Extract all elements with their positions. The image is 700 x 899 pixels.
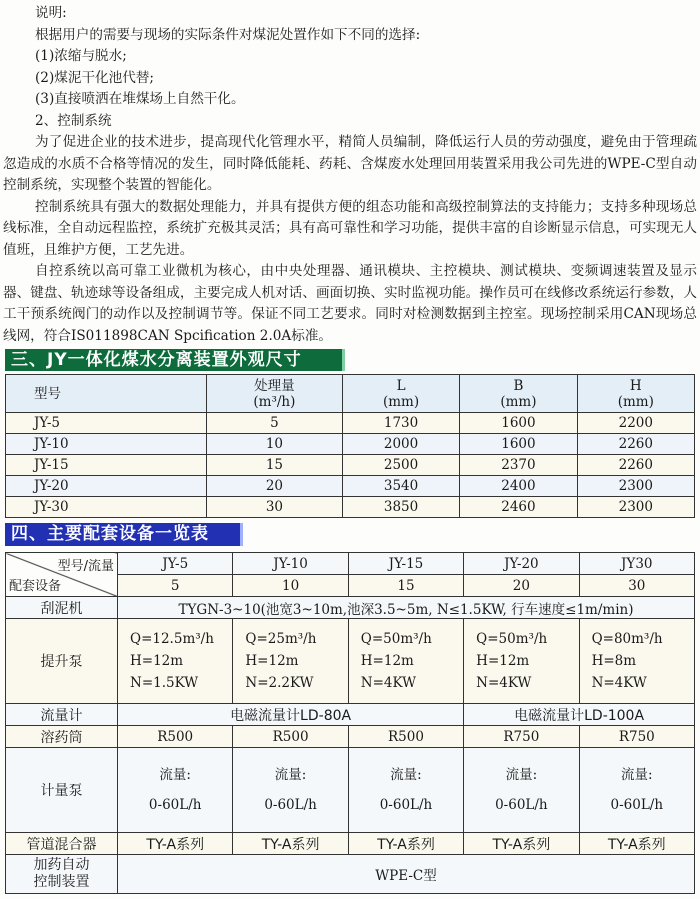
pump-spec: Q=50m³/h <box>476 631 548 647</box>
table-cell: 3540 <box>342 476 459 497</box>
section-heading: 2、控制系统 <box>35 112 112 129</box>
dosing-label-2: 控制装置 <box>33 874 90 890</box>
table-cell: 20 <box>206 476 342 497</box>
header-unit: (m³/h) <box>253 393 296 410</box>
pump-spec: Q=12.5m³/h <box>130 631 214 647</box>
table-cell: 1730 <box>342 413 459 434</box>
metering-cell <box>348 748 463 833</box>
metering-caption: 流量: <box>274 767 307 783</box>
row-label: 刮泥机 <box>6 597 118 619</box>
model-cell: JY-5 <box>118 553 233 575</box>
tank-cell: R750 <box>579 726 694 748</box>
pump-spec: N=4KW <box>476 675 532 691</box>
metering-value: 0-60L/h <box>264 797 317 813</box>
row-label: 溶药筒 <box>6 726 118 748</box>
section4-title: 四、主要配套设备一览表 <box>5 523 243 546</box>
corner-top: 型号/流量 <box>57 559 114 574</box>
row-label <box>6 855 118 894</box>
intro-text <box>3 3 697 347</box>
row-label: 提升泵 <box>6 619 118 704</box>
model-cell: JY-10 <box>233 553 348 575</box>
pump-spec: Q=80m³/h <box>591 631 663 647</box>
table-row <box>6 434 695 455</box>
metering-value: 0-60L/h <box>610 797 664 813</box>
table-row <box>6 413 695 434</box>
table-row <box>6 748 695 833</box>
table-cell: 2460 <box>460 497 577 518</box>
flowmeter-a: 电磁流量计LD-80A <box>118 704 464 726</box>
header-text: 处理量 <box>254 377 295 394</box>
mixer-cell: TY-A系列 <box>464 833 579 855</box>
dosing-value: WPE-C型 <box>118 855 695 894</box>
table-row <box>6 497 695 518</box>
tank-cell: R500 <box>348 726 463 748</box>
equipment-table <box>5 552 695 894</box>
column-header <box>460 375 577 413</box>
pump-spec: H=12m <box>476 653 530 669</box>
pump-cell <box>464 619 579 704</box>
table-row <box>6 704 695 726</box>
tank-cell: R750 <box>464 726 579 748</box>
model-cell: JY-20 <box>464 553 579 575</box>
table-cell: 2200 <box>577 413 694 434</box>
column-header <box>577 375 694 413</box>
metering-caption: 流量: <box>621 767 653 783</box>
mixer-cell: TY-A系列 <box>348 833 463 855</box>
table-cell: 3850 <box>342 497 459 518</box>
table-row <box>6 833 695 855</box>
tank-cell: R500 <box>118 726 233 748</box>
intro-line: (3)直接喷洒在堆煤场上自然干化。 <box>35 91 245 107</box>
table-cell: 2300 <box>577 476 694 497</box>
table-cell: 2000 <box>342 434 459 455</box>
table-cell: 1600 <box>460 413 577 434</box>
paragraph: 自控系统以高可靠工业微机为核心，由中央处理器、通讯模块、主控模块、测试模块、变频调速装置及显示器、键盘、轨迹球等设备组成，主要完成人机对话、画面切换、实时监视功能。操作员可在线修改系统运行参数，人工干预系统阀门的动作以及控制调节等。保证不同工艺要求。同时对检测数据到主控室。现场控制采用CAN现场总线网，符合IS011898CAN Spcification 2.0A标准。 <box>3 263 697 344</box>
header-text: L <box>396 377 406 394</box>
header-unit: (mm) <box>617 393 654 410</box>
table-header-row <box>6 375 695 413</box>
pump-cell <box>233 619 348 704</box>
flow-cell: 5 <box>118 575 233 597</box>
flowmeter-b: 电磁流量计LD-100A <box>464 704 695 726</box>
pump-spec: H=8m <box>591 653 637 669</box>
pump-spec: N=1.5KW <box>130 675 199 691</box>
metering-caption: 流量: <box>390 767 422 783</box>
table-cell: 15 <box>206 455 342 476</box>
intro-line: 说明: <box>35 5 67 21</box>
header-text: H <box>629 377 642 394</box>
metering-cell <box>118 748 233 833</box>
table-row <box>6 619 695 704</box>
dosing-label-1: 加药自动 <box>33 857 90 873</box>
pump-cell <box>348 619 463 704</box>
mixer-cell: TY-A系列 <box>118 833 233 855</box>
paragraph: 为了促进企业的技术进步，提高现代化管理水平，精简人员编制，降低运行人员的劳动强度，避免由于管理疏忽造成的水质不合格等情况的发生，同时降低能耗、药耗、含煤废水处理回用装置采用我公司先进的WPE-C型自动控制系统，实现整个装置的智能化。 <box>3 134 697 193</box>
pump-spec: N=2.2KW <box>245 675 314 691</box>
flow-cell: 20 <box>464 575 579 597</box>
metering-value: 0-60L/h <box>379 797 433 813</box>
table-cell: 30 <box>206 497 342 518</box>
row-label: 计量泵 <box>6 748 118 833</box>
table-cell: JY-30 <box>6 497 207 518</box>
header-text: B <box>513 377 524 394</box>
table-cell: 1600 <box>460 434 577 455</box>
row-label: 管道混合器 <box>6 833 118 855</box>
flow-cell: 30 <box>579 575 694 597</box>
row-label: 流量计 <box>6 704 118 726</box>
table-cell: 10 <box>206 434 342 455</box>
metering-cell <box>464 748 579 833</box>
paragraph: 控制系统具有强大的数据处理能力，并具有提供方便的组态功能和高级控制算法的支持能力；支持多种现场总线标准，全自动远程监控，系统扩充极其灵活；具有高可靠性和学习功能，提供丰富的自诊断显示信息，可实现无人值班，且维护方便，工艺先进。 <box>3 198 697 258</box>
model-cell: JY30 <box>579 553 694 575</box>
header-text: 型号 <box>34 385 61 402</box>
table-row <box>6 855 695 894</box>
column-header <box>6 375 207 413</box>
intro-line: (2)煤泥干化池代替; <box>35 69 154 86</box>
pump-spec: N=4KW <box>591 675 647 691</box>
metering-value: 0-60L/h <box>495 797 548 813</box>
intro-line: 根据用户的需要与现场的实际条件对煤泥处置作如下不同的选择: <box>35 26 421 43</box>
metering-cell <box>233 748 348 833</box>
table-cell: 2260 <box>577 434 694 455</box>
table-cell: 2500 <box>342 455 459 476</box>
table-row <box>6 455 695 476</box>
section3-title: 三、JY一体化煤水分离装置外观尺寸 <box>5 349 345 371</box>
pump-cell <box>118 619 233 704</box>
corner-header <box>6 553 118 597</box>
table-cell: JY-10 <box>6 434 207 455</box>
pump-cell <box>579 619 694 704</box>
tank-cell: R500 <box>233 726 348 748</box>
metering-caption: 流量: <box>505 767 538 783</box>
metering-caption: 流量: <box>159 767 191 783</box>
table-cell: JY-20 <box>6 476 207 497</box>
header-unit: (mm) <box>382 393 420 410</box>
table-row <box>6 476 695 497</box>
mixer-cell: TY-A系列 <box>233 833 348 855</box>
table-cell: 2400 <box>460 476 577 497</box>
scraper-value: TYGN-3~10(池宽3~10m,池深3.5~5m, N≤1.5KW, 行车速度≤1m/min) <box>118 597 695 619</box>
table-cell: JY-15 <box>6 455 207 476</box>
pump-spec: H=12m <box>130 653 184 669</box>
table-row <box>6 726 695 748</box>
flow-cell: 15 <box>348 575 463 597</box>
metering-cell <box>579 748 694 833</box>
pump-spec: H=12m <box>245 653 299 669</box>
intro-line: (1)浓缩与脱水; <box>35 48 127 64</box>
model-cell: JY-15 <box>348 553 463 575</box>
table-row <box>6 597 695 619</box>
column-header <box>342 375 459 413</box>
pump-spec: N=4KW <box>360 675 416 691</box>
header-unit: (mm) <box>500 393 537 410</box>
dimensions-table <box>5 374 695 518</box>
pump-spec: Q=25m³/h <box>245 631 317 647</box>
table-cell: 5 <box>206 413 342 434</box>
table-cell: 2370 <box>460 455 577 476</box>
table-cell: JY-5 <box>6 413 207 434</box>
pump-spec: H=12m <box>360 653 414 669</box>
flow-cell: 10 <box>233 575 348 597</box>
mixer-cell: TY-A系列 <box>579 833 694 855</box>
corner-bottom: 配套设备 <box>9 579 62 594</box>
table-cell: 2260 <box>577 455 694 476</box>
column-header <box>206 375 342 413</box>
metering-value: 0-60L/h <box>148 797 202 813</box>
table-cell: 2300 <box>577 497 694 518</box>
pump-spec: Q=50m³/h <box>360 631 432 647</box>
table-row <box>6 553 695 575</box>
